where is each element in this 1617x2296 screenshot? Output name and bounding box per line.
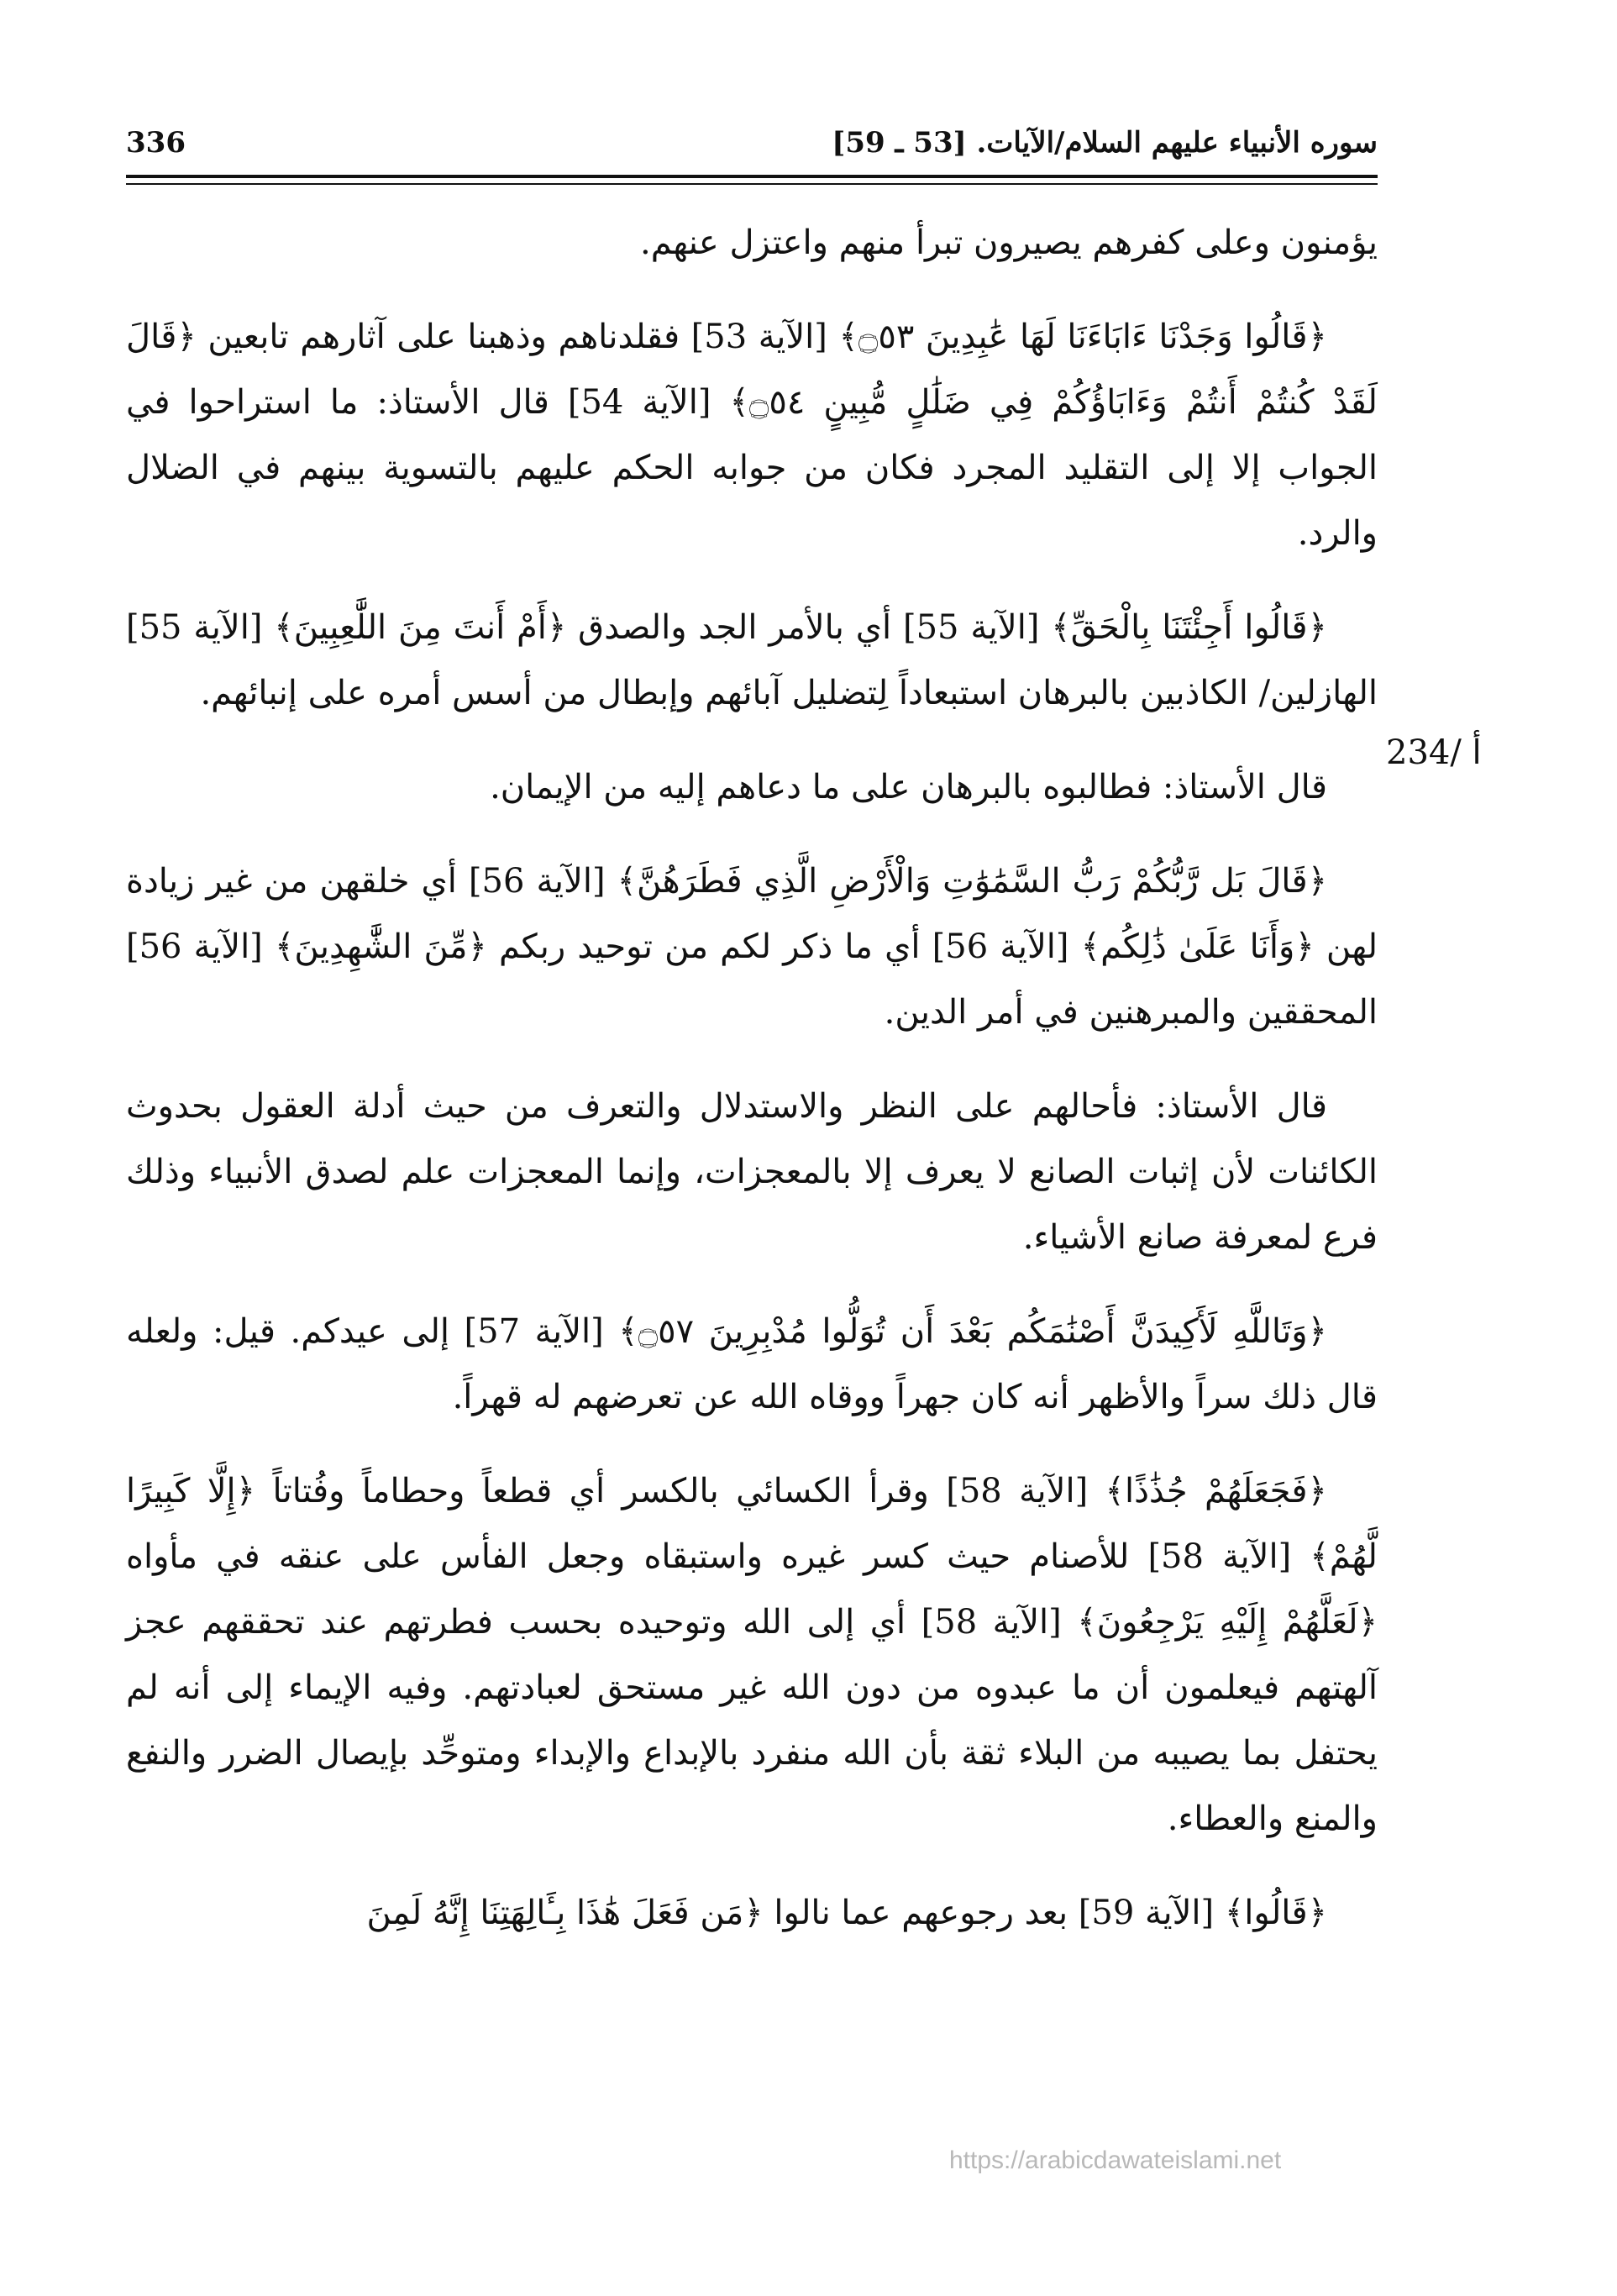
paragraph: قال الأستاذ: فطالبوه بالبرهان على ما دعاهم إليه من الإيمان.	[490, 768, 1327, 806]
watermark-url: https://arabicdawateislami.net	[949, 2146, 1282, 2174]
margin-note: 234/ أ	[1386, 733, 1482, 772]
header-rule	[126, 175, 1378, 178]
header-rule-thin	[126, 183, 1378, 185]
paragraph: ﴿قَالُوا أَجِئْتَنَا بِالْحَقِّ﴾ [الآية 55] أي بالأمر الجد والصدق ﴿أَمْ أَنتَ مِنَ اللَّٰعِبِينَ﴾ [الآية 55] الهازلين/ الكاذبين بالبرهان استبعاداً لِتضليل آبائهم وإبطال من أسس أمره على إنبائهم.	[126, 608, 1378, 712]
page-header	[126, 118, 1378, 168]
running-title: سوره الأنبياء عليهم السلام/الآيات. [53 ـ 59]	[832, 126, 1378, 160]
paragraph: ﴿قَالُوا﴾ [الآية 59] بعد رجوعهم عما نالوا ﴿مَن فَعَلَ هَٰذَا بِـَٔالِهَتِنَا إِنَّهُ لَمِنَ	[366, 1894, 1327, 1932]
paragraph: ﴿وَتَاللَّهِ لَأَكِيدَنَّ أَصْنَٰمَكُم بَعْدَ أَن تُوَلُّوا مُدْبِرِينَ ۝٥٧﴾ [الآية 57] إلى عيدكم. قيل: ولعله قال ذلك سراً والأظهر أنه كان جهراً ووقاه الله عن تعرضهم له قهراً.	[126, 1312, 1378, 1416]
paragraph: يؤمنون وعلى كفرهم يصيرون تبرأ منهم واعتزل عنهم.	[640, 223, 1378, 262]
page-body	[126, 210, 1378, 1974]
paragraph: ﴿فَجَعَلَهُمْ جُذَٰذًا﴾ [الآية 58] وقرأ الكسائي بالكسر أي قطعاً وحطاماً وفُتاتاً ﴿إِلَّا كَبِيرًا لَّهُمْ﴾ [الآية 58] للأصنام حيث كسر غيره واستبقاه وجعل الفأس على عنقه في مأواه ﴿لَعَلَّهُمْ إِلَيْهِ يَرْجِعُونَ﴾ [الآية 58] أي إلى الله وتوحيده بحسب فطرتهم عند تحققهم عجز آلهتهم فيعلمون أن ما عبدوه من دون الله غير مستحق لعبادتهم. وفيه الإيماء إلى أنه لم يحتفل بما يصيبه من البلاء ثقة بأن الله منفرد بالإبداع والإبداء ومتوحِّد بإيصال الضرر والنفع والمنع والعطاء.	[126, 1472, 1378, 1838]
paragraph: قال الأستاذ: فأحالهم على النظر والاستدلال والتعرف من حيث أدلة العقول بحدوث الكائنات لأن إثبات الصانع لا يعرف إلا بالمعجزات، وإنما المعجزات علم لصدق الأنبياء وذلك فرع لمعرفة صانع الأشياء.	[126, 1087, 1378, 1257]
page-number: 336	[126, 126, 186, 160]
paragraph: ﴿قَالُوا وَجَدْنَا ءَابَاءَنَا لَهَا عَٰبِدِينَ ۝٥٣﴾ [الآية 53] فقلدناهم وذهبنا على آثارهم تابعين ﴿قَالَ لَقَدْ كُنتُمْ أَنتُمْ وَءَابَاؤُكُمْ فِي ضَلَٰلٍ مُّبِينٍ ۝٥٤﴾ [الآية 54] قال الأستاذ: ما استراحوا في الجواب إلا إلى التقليد المجرد فكان من جوابه الحكم عليهم بالتسوية بينهم في الضلال والرد.	[126, 318, 1378, 553]
paragraph: ﴿قَالَ بَل رَّبُّكُمْ رَبُّ السَّمَٰوَٰتِ وَالْأَرْضِ الَّذِي فَطَرَهُنَّ﴾ [الآية 56] أي خلقهن من غير زيادة لهن ﴿وَأَنَا عَلَىٰ ذَٰلِكُم﴾ [الآية 56] أي ما ذكر لكم من توحيد ربكم ﴿مِّنَ الشَّٰهِدِينَ﴾ [الآية 56] المحققين والمبرهنين في أمر الدين.	[126, 862, 1378, 1032]
